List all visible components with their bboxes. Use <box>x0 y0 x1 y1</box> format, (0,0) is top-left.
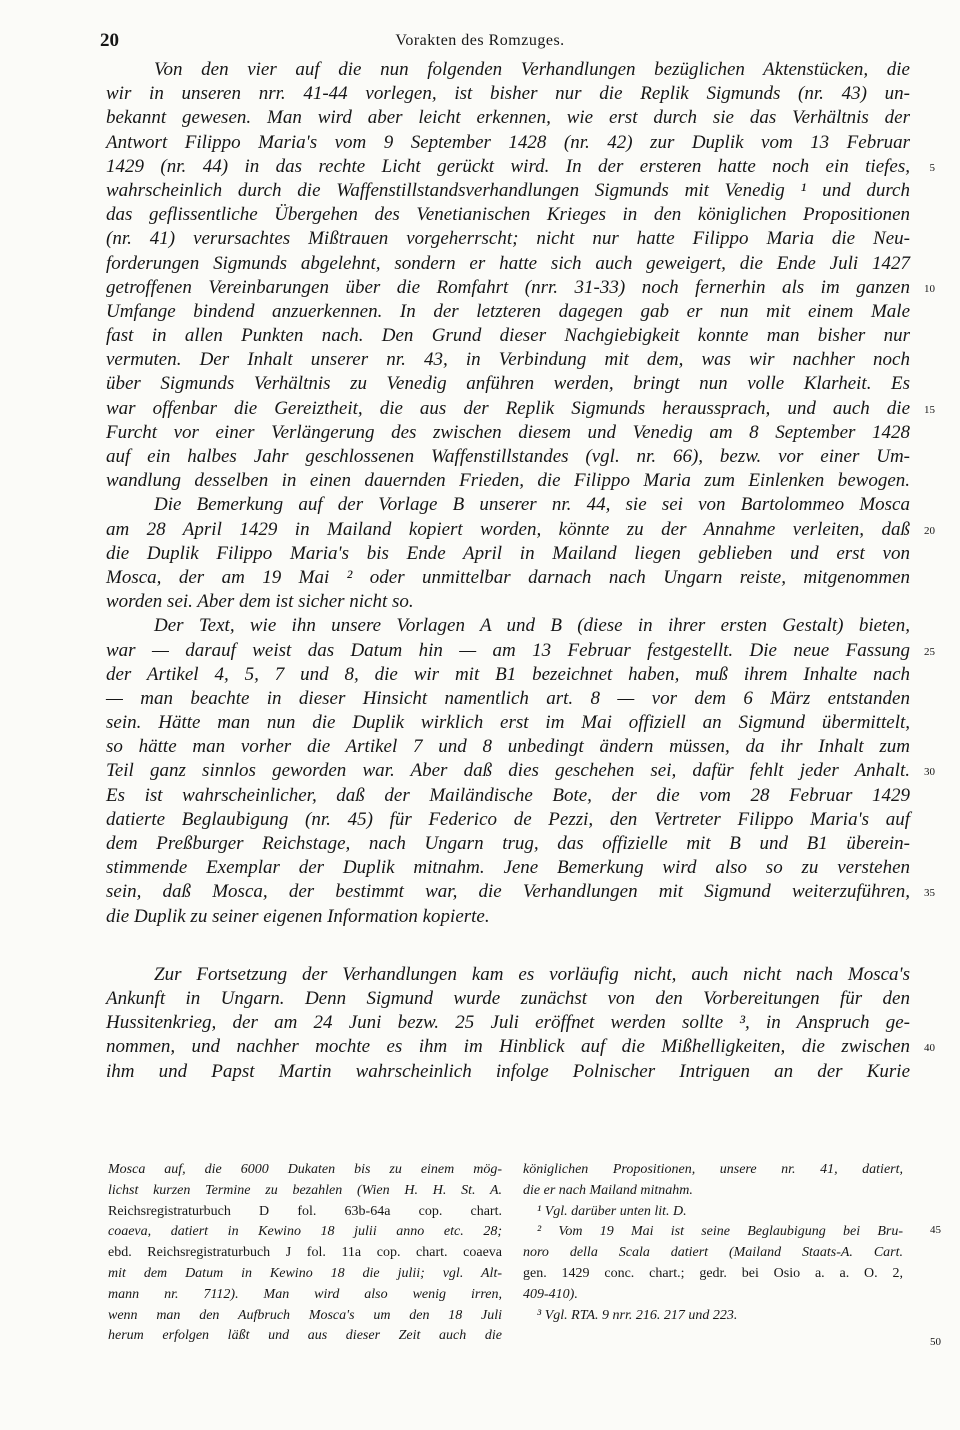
text-line: ihm und Papst Martin wahrscheinlich infolge Polnischer Intriguen an der Kurie <box>106 1060 910 1082</box>
text-line: bekannt gewesen. Man wird aber leicht erkennen, wie erst durch sie das Verhältnis der <box>106 107 910 129</box>
text-line: Antwort Filippo Maria's vom 9 September 1428 (nr. 42) zur Duplik vom 13 Februar <box>106 131 910 153</box>
page-number: 20 <box>100 30 119 51</box>
footnote-line: lichst kurzen Termine zu bezahlen (Wien H. H. St. A. <box>108 1182 502 1198</box>
footnote-line: coaeva, datiert in Kewino 18 julii anno etc. 28; <box>108 1224 502 1240</box>
text-line: Von den vier auf die nun folgenden Verhandlungen bezüglichen Aktenstücken, die <box>154 59 910 80</box>
footnote-line: mann nr. 7112). Man wird also wenig irren, <box>108 1286 502 1302</box>
text-line: auf ein halbes Jahr geschlossenen Waffenstillstandes (vgl. nr. 66), bezw. vor einer Um- <box>106 446 910 467</box>
text-line: (nr. 41) verursachtes Mißtrauen vorgeherrscht; nicht nur hatte Filippo Maria die Neu- <box>106 228 910 250</box>
text-line: Die Bemerkung auf der Vorlage B unserer nr. 44, sie sei von Bartolommeo Mosca <box>154 494 910 516</box>
footnote-line: noro della Scala datiert (Mailand Staats-A. Cart. <box>523 1245 903 1261</box>
text-line: das geflissentliche Übergehen des Venetianischen Krieges in den königlichen Propositionen <box>106 204 910 226</box>
footnote-line: wenn man den Aufbruch Mosca's um den 18 Juli <box>108 1307 502 1323</box>
footnote-line: Reichsregistraturbuch D fol. 63b-64a cop. chart. <box>108 1203 502 1219</box>
text-line: vermuten. Der Inhalt unserer nr. 43, in Verbindung mit dem, was wir nachher noch <box>106 349 910 371</box>
text-line: am 28 April 1429 in Mailand kopiert worden, könnte zu der Annahme verleiten, daß 20 <box>106 518 910 542</box>
footnote-line: die er nach Mailand mitnahm. <box>523 1182 693 1198</box>
text-line: Zur Fortsetzung der Verhandlungen kam es vorläufig nicht, auch nicht nach Mosca's <box>154 963 910 985</box>
line-number: 25 <box>924 645 935 658</box>
text-line: die Duplik zu seiner eigenen Information kopierte. <box>106 905 490 927</box>
text-line: war — darauf weist das Datum hin — am 13 Februar festgestellt. Die neue Fassung 25 <box>106 639 910 663</box>
text-line: — man beachte in dieser Hinsicht namentlich art. 8 — vor dem 6 März entstanden <box>106 687 910 709</box>
footnote-line: herum erfolgen läßt und aus dieser Zeit auch die <box>108 1328 502 1344</box>
footnote-column-left <box>108 1160 502 1347</box>
running-title: Vorakten des Romzuges. <box>395 32 565 49</box>
footnote-line: mit dem Datum in Kewino 18 die julii; vgl. Alt- <box>108 1265 502 1281</box>
main-text <box>106 58 935 1084</box>
text-line: stimmende Exemplar der Duplik mitnahm. Jene Bemerkung wird also so zu verstehen <box>106 857 910 879</box>
text-line: forderungen Sigmunds abgelehnt, sondern er hatte sich auch geweigert, die Ende Juli 1427 <box>106 252 910 274</box>
line-number: 30 <box>924 766 935 779</box>
footnote-2: ² Vom 19 Mai ist seine Beglaubigung bei Bru- <box>537 1224 903 1240</box>
text-line: sein. Hätte man nun die Duplik wirklich erst im Mai offiziell an Sigmund übermittelt, <box>106 712 910 734</box>
text-line: Teil ganz sinnlos geworden war. Aber daß dies geschehen sei, dafür fehlt jeder Anhalt. 30 <box>106 759 910 783</box>
text-line: Furcht vor einer Verlängerung des zwischen diesem und Venedig am 8 September 1428 <box>106 421 910 443</box>
page-header <box>0 30 960 54</box>
text-line: Hussitenkrieg, der am 24 Juni bezw. 25 Juli eröffnet werden sollte ³, in Anspruch ge- <box>106 1012 910 1034</box>
text-line: nommen, und nachher mochte es ihm im Hinblick auf die Mißhelligkeiten, die zwischen 40 <box>106 1035 910 1059</box>
footnote-line: 409-410). <box>523 1286 578 1302</box>
text-line: so hätte man vorher die Artikel 7 und 8 unbedingt ändern müssen, da ihr Inhalt zum <box>106 736 910 758</box>
footnote-line: gen. 1429 conc. chart.; gedr. bei Osio a. a. O. 2, <box>523 1265 903 1281</box>
text-line: Mosca, der am 19 Mai ² oder unmittelbar darnach nach Ungarn reiste, mitgenommen <box>106 566 910 588</box>
footnote-line: königlichen Propositionen, unsere nr. 41, datiert, <box>523 1162 903 1177</box>
text-line: über Sigmunds Verhältnis zu Venedig anführen werden, bringt nun volle Klarheit. Es <box>106 373 910 395</box>
footnote-line: Mosca auf, die 6000 Dukaten bis zu einem mög- <box>108 1162 502 1177</box>
text-line: Umfange bindend anzuerkennen. In der letzteren dagegen gab er nun mit einem Male <box>106 300 910 322</box>
text-line: worden sei. Aber dem ist sicher nicht so. <box>106 591 414 613</box>
text-line: die Duplik Filippo Maria's bis Ende April in Mailand liegen geblieben und erst von <box>106 542 910 564</box>
text-line: 1429 (nr. 44) in das rechte Licht gerückt wird. In der ersteren hatte noch ein tiefes, 5 <box>106 155 910 179</box>
text-line: wahrscheinlich durch die Waffenstillstandsverhandlungen Sigmunds mit Venedig ¹ und durch <box>106 179 910 201</box>
footnote-1: ¹ Vgl. darüber unten lit. D. <box>537 1203 687 1219</box>
line-number: 45 <box>930 1224 941 1236</box>
line-number: 50 <box>930 1336 941 1348</box>
text-line: dem Preßburger Reichstage, nach Ungarn trug, das offizielle mit B und B1 überein- <box>106 833 910 854</box>
footnote-line: ebd. Reichsregistraturbuch J fol. 11a cop. chart. coaeva <box>108 1245 502 1261</box>
line-number: 15 <box>924 403 935 416</box>
text-line: getroffenen Vereinbarungen über die Romfahrt (nrr. 31-33) noch fernerhin als im ganzen 10 <box>106 276 910 300</box>
footnote-column-right <box>523 1160 903 1326</box>
text-line: fast in allen Punkten nach. Den Grund dieser Nachgiebigkeit konnte man bisher nur <box>106 325 910 347</box>
text-line: wandlung desselben in einen dauernden Frieden, die Filippo Maria zum Einlenken bewogen. <box>106 470 910 492</box>
line-number: 20 <box>924 524 935 537</box>
text-line: der Artikel 4, 5, 7 und 8, die wir mit B1 bezeichnet haben, muß ihrem Inhalte nach <box>106 663 910 685</box>
footnote-3: ³ Vgl. RTA. 9 nrr. 216. 217 und 223. <box>537 1307 738 1323</box>
line-number: 10 <box>924 282 935 295</box>
line-number: 40 <box>924 1042 935 1055</box>
text-line: war offenbar die Gereiztheit, die aus der Replik Sigmunds heraussprach, und auch die 15 <box>106 397 910 421</box>
text-line: sein, daß Mosca, der bestimmt war, die Verhandlungen mit Sigmund weiterzuführen, 35 <box>106 880 910 904</box>
text-line: datierte Beglaubigung (nr. 45) für Federico de Pezzi, den Vertreter Filippo Maria's auf <box>106 808 910 830</box>
text-line: Der Text, wie ihn unsere Vorlagen A und B (diese in ihrer ersten Gestalt) bieten, <box>154 615 910 637</box>
text-line: Ankunft in Ungarn. Denn Sigmund wurde zunächst von den Vorbereitungen für den <box>106 987 910 1009</box>
text-line: wir in unseren nrr. 41-44 vorlegen, ist bisher nur die Replik Sigmunds (nr. 43) un- <box>106 83 910 105</box>
line-number: 5 <box>929 161 935 174</box>
text-line: Es ist wahrscheinlicher, daß der Mailändische Bote, der die vom 28 Februar 1429 <box>106 784 910 806</box>
line-number: 35 <box>924 887 935 900</box>
